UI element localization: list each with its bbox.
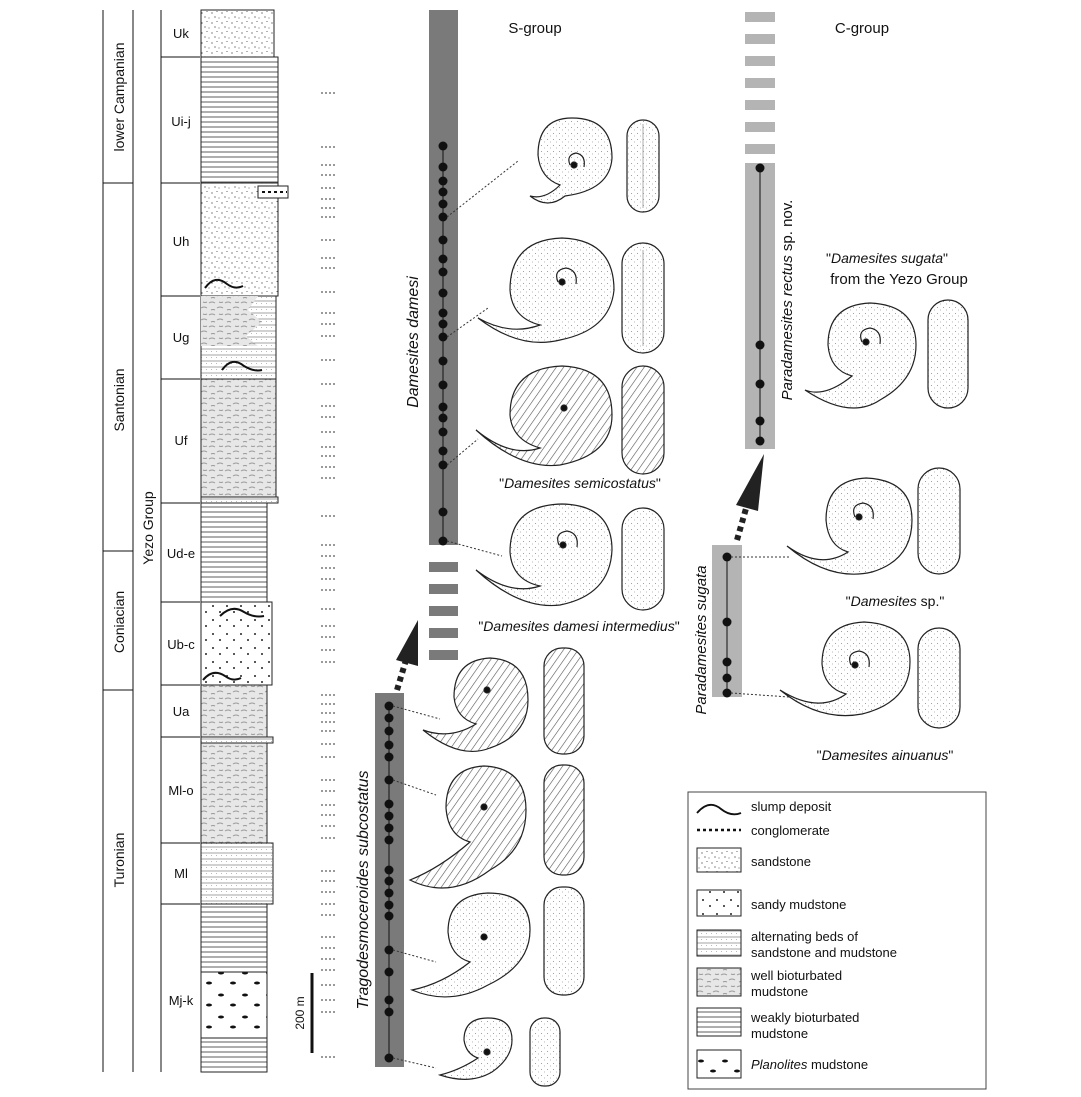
caption-ainuanus-close: " [948,747,954,763]
ammonite-specimen-7 [412,887,584,997]
legend-slump-label: slump deposit [751,799,832,814]
scale-bar [293,973,312,1053]
legend-sandy-mudstone-label: sandy mudstone [751,897,847,912]
legend-sandstone-swatch [697,848,741,872]
caption-ainuanus-name: Damesites ainuanus [821,747,949,763]
legend-weak-bioturbated-swatch [697,1008,741,1036]
caption-intermedius [478,618,679,634]
unit-ubc: Ub-c [167,637,195,652]
ammonite-specimen-2 [478,238,664,353]
unit-ml: Ml [174,866,188,881]
unit-ug: Ug [172,330,190,345]
c-group-lower-taxon: Paradamesites sugata [693,565,710,715]
caption-ainuanus-open: " [816,747,822,763]
c-group-specimen-drawings [780,300,968,728]
stage-santonian: Santonian [111,368,127,432]
legend-well-bioturbated-label-2: mudstone [751,984,809,999]
unit-column [140,10,200,1072]
caption-semicostatus-name: Damesites semicostatus [504,475,656,491]
group-label: Yezo Group [140,491,156,565]
legend-planolites-swatch [697,1050,741,1078]
legend-conglomerate-label: conglomerate [751,823,830,838]
lithology-legend [688,792,986,1089]
stage-turonian: Turonian [111,832,127,888]
caption-sugata-line1 [826,250,948,266]
scale-bar-label: 200 m [293,996,307,1030]
unit-uf: Uf [174,433,188,448]
legend-well-bioturbated-swatch [697,968,741,996]
legend-sandstone-label: sandstone [751,854,811,869]
caption-semicostatus-close: " [655,475,661,491]
legend-planolites-name: Planolites [751,1057,808,1072]
s-group-transition-arrow [396,620,418,690]
ammonite-specimen-c2 [787,468,960,574]
ammonite-specimen-8 [440,1018,560,1086]
c-group-upper-taxon-suffix: sp. nov. [779,199,796,256]
s-group-upper-taxon: Damesites damesi [405,276,422,408]
caption-sp-suffix: sp." [916,593,945,609]
unit-uij: Ui-j [171,114,191,129]
legend-planolites-label [751,1057,868,1072]
ammonite-specimen-c1 [805,300,968,408]
ammonite-specimen-3 [476,366,664,474]
legend-weak-bioturbated-label-2: mudstone [751,1026,809,1041]
unit-mjk: Mj-k [168,993,194,1008]
legend-planolites-suffix: mudstone [807,1057,869,1072]
s-group-title: S-group [508,20,562,37]
c-group-uncertain-range [745,12,775,154]
lithologic-log [201,10,288,1072]
unit-uh: Uh [172,234,190,249]
legend-alternating-label-2: sandstone and mudstone [751,945,897,960]
s-group-lower-taxon: Tragodesmoceroides subcostatus [355,770,372,1010]
s-group-uncertain-range [429,562,458,660]
ammonite-specimen-1 [530,118,659,212]
legend-alternating-swatch [697,930,741,956]
legend-alternating-label-1: alternating beds of [751,929,858,944]
c-group-transition-arrow [736,454,764,540]
caption-semicostatus-open: " [499,475,505,491]
legend-sandy-mudstone-swatch [697,890,741,916]
unit-mlo: Ml-o [168,783,194,798]
caption-intermedius-close: " [674,618,680,634]
caption-sugata-line2: from the Yezo Group [830,271,968,288]
unit-ude: Ud-e [166,546,196,561]
c-group-upper-taxon [779,200,796,401]
caption-damesites-sp [846,593,945,609]
caption-ainuanus [817,747,954,763]
c-group-upper-taxon-name: Paradamesites rectus [779,255,796,401]
stage-lower-campanian: lower Campanian [111,42,127,152]
caption-sp-open: " [845,593,851,609]
ammonite-specimen-5 [423,648,584,754]
caption-intermedius-name: Damesites damesi intermedius [483,618,675,634]
caption-sugata-close: " [943,250,949,266]
ammonite-specimen-c3 [780,622,960,728]
caption-sugata-open: " [825,250,831,266]
ammonite-specimen-6 [410,765,584,888]
caption-sugata-name: Damesites sugata [830,250,944,266]
unit-uk: Uk [173,26,189,41]
stage-coniacian: Coniacian [111,590,127,654]
ammonite-specimen-4 [476,504,664,610]
caption-semicostatus [499,475,661,491]
unit-ua: Ua [172,704,190,719]
stage-column [103,10,133,1072]
caption-intermedius-open: " [478,618,484,634]
caption-sp-name: Damesites [850,593,917,609]
c-group-title: C-group [834,20,890,37]
sample-level-ticks [321,93,336,1057]
legend-well-bioturbated-label-1: well bioturbated [751,968,843,983]
legend-weak-bioturbated-label-1: weakly bioturbated [751,1010,860,1025]
